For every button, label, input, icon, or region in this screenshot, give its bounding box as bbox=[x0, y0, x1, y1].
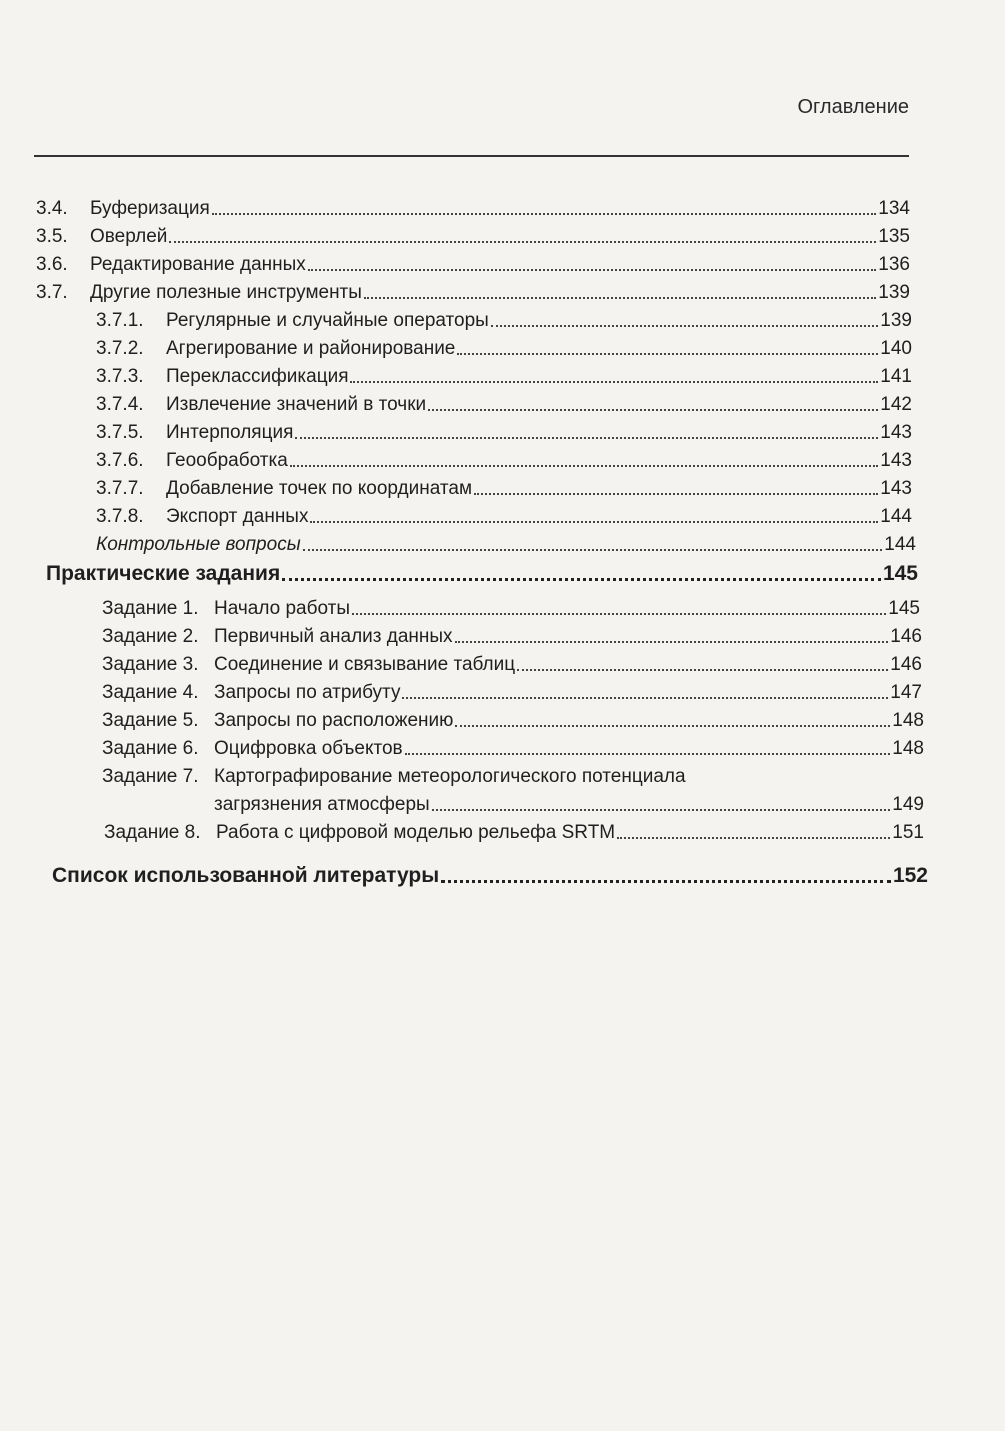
toc-number: 3.5. bbox=[36, 226, 68, 247]
toc-entry-3-7-4[interactable] bbox=[96, 394, 912, 416]
toc-entry-3-7-5[interactable] bbox=[96, 422, 912, 444]
toc-title: Запросы по расположению bbox=[214, 710, 454, 731]
toc-page: 135 bbox=[878, 226, 910, 247]
toc-title: Буферизация bbox=[90, 198, 210, 219]
toc-number: 3.7.7. bbox=[96, 478, 144, 499]
toc-title: Первичный анализ данных bbox=[214, 626, 453, 647]
leader-dots bbox=[455, 725, 890, 727]
toc-page: 145 bbox=[882, 562, 918, 585]
leader-dots bbox=[282, 578, 881, 581]
toc-entry-3-4[interactable] bbox=[36, 198, 910, 220]
toc-title: Картографирование метеорологического потенциала bbox=[214, 766, 686, 787]
toc-entry-task-5[interactable] bbox=[102, 710, 924, 732]
toc-page: 136 bbox=[878, 254, 910, 275]
toc-number: Задание 4. bbox=[102, 682, 199, 703]
toc-page: 143 bbox=[880, 450, 912, 471]
toc-entry-3-5[interactable] bbox=[36, 226, 910, 248]
toc-page: 144 bbox=[884, 534, 916, 555]
toc-number: Задание 7. bbox=[102, 766, 199, 787]
toc-entry-task-7[interactable] bbox=[102, 766, 924, 788]
toc-entry-3-7-8[interactable] bbox=[96, 506, 912, 528]
leader-dots bbox=[308, 269, 876, 271]
leader-dots bbox=[310, 521, 878, 523]
toc-number: 3.7.8. bbox=[96, 506, 144, 527]
toc-page: 146 bbox=[890, 654, 922, 675]
toc-title: Экспорт данных bbox=[166, 506, 309, 527]
toc-page: 148 bbox=[892, 710, 924, 731]
leader-dots bbox=[169, 241, 876, 243]
toc-page: 143 bbox=[880, 422, 912, 443]
toc-entry-task-3[interactable] bbox=[102, 654, 922, 676]
toc-entry-3-7[interactable] bbox=[36, 282, 910, 304]
toc-entry-3-6[interactable] bbox=[36, 254, 910, 276]
toc-title: Извлечение значений в точки bbox=[166, 394, 427, 415]
toc-number: Задание 1. bbox=[102, 598, 199, 619]
toc-number: 3.7. bbox=[36, 282, 68, 303]
toc-title: Список использованной литературы bbox=[52, 864, 440, 887]
toc-title: Контрольные вопросы bbox=[96, 534, 301, 555]
toc-number: 3.7.3. bbox=[96, 366, 144, 387]
toc-number: 3.6. bbox=[36, 254, 68, 275]
leader-dots bbox=[212, 213, 877, 215]
toc-title: Оцифровка объектов bbox=[214, 738, 403, 759]
header-rule bbox=[34, 155, 909, 157]
leader-dots bbox=[455, 641, 889, 643]
leader-dots bbox=[428, 409, 878, 411]
toc-entry-task-4[interactable] bbox=[102, 682, 922, 704]
leader-dots bbox=[290, 465, 879, 467]
toc-number: Задание 6. bbox=[102, 738, 199, 759]
leader-dots bbox=[617, 837, 890, 839]
toc-entry-task-6[interactable] bbox=[102, 738, 924, 760]
leader-dots bbox=[441, 880, 891, 883]
leader-dots bbox=[295, 437, 878, 439]
toc-number: Задание 3. bbox=[102, 654, 199, 675]
toc-title: Другие полезные инструменты bbox=[90, 282, 362, 303]
leader-dots bbox=[402, 697, 888, 699]
toc-number: 3.4. bbox=[36, 198, 68, 219]
toc-title: Оверлей bbox=[90, 226, 168, 247]
toc-entry-task-2[interactable] bbox=[102, 626, 922, 648]
toc-number: 3.7.6. bbox=[96, 450, 144, 471]
toc-title: Начало работы bbox=[214, 598, 351, 619]
toc-number: 3.7.2. bbox=[96, 338, 144, 359]
toc-title: Геообработка bbox=[166, 450, 288, 471]
running-header: Оглавление bbox=[797, 96, 909, 118]
leader-dots bbox=[517, 669, 888, 671]
toc-title: Агрегирование и районирование bbox=[166, 338, 456, 359]
toc-entry-task-8[interactable] bbox=[104, 822, 924, 844]
toc-number: Задание 8. bbox=[104, 822, 201, 843]
toc-title: Добавление точек по координатам bbox=[166, 478, 473, 499]
toc-page: 142 bbox=[880, 394, 912, 415]
toc-number: 3.7.4. bbox=[96, 394, 144, 415]
toc-page: 147 bbox=[890, 682, 922, 703]
toc-page: 144 bbox=[880, 506, 912, 527]
toc-page: 141 bbox=[880, 366, 912, 387]
toc-entry-3-7-1[interactable] bbox=[96, 310, 912, 332]
toc-title: Редактирование данных bbox=[90, 254, 306, 275]
toc-title-continuation: загрязнения атмосферы bbox=[214, 794, 430, 815]
toc-page: 148 bbox=[892, 738, 924, 759]
leader-dots bbox=[457, 353, 878, 355]
toc-entry-3-7-6[interactable] bbox=[96, 450, 912, 472]
leader-dots bbox=[491, 325, 878, 327]
leader-dots bbox=[352, 613, 886, 615]
toc-entry-task-7-cont[interactable] bbox=[214, 794, 924, 816]
toc-number: Задание 5. bbox=[102, 710, 199, 731]
toc-number: 3.7.5. bbox=[96, 422, 144, 443]
toc-page: 152 bbox=[892, 864, 928, 887]
toc-page: 145 bbox=[888, 598, 920, 619]
toc-entry-task-1[interactable] bbox=[102, 598, 920, 620]
toc-entry-3-7-2[interactable] bbox=[96, 338, 912, 360]
toc-title: Интерполяция bbox=[166, 422, 294, 443]
toc-number: Задание 2. bbox=[102, 626, 199, 647]
toc-page: 149 bbox=[892, 794, 924, 815]
leader-dots bbox=[405, 753, 891, 755]
leader-dots bbox=[350, 381, 878, 383]
leader-dots bbox=[432, 809, 891, 811]
toc-title: Запросы по атрибуту bbox=[214, 682, 401, 703]
toc-title: Практические задания bbox=[46, 562, 281, 585]
toc-title: Переклассификация bbox=[166, 366, 349, 387]
toc-number: 3.7.1. bbox=[96, 310, 144, 331]
toc-page: 134 bbox=[878, 198, 910, 219]
toc-entry-3-7-3[interactable] bbox=[96, 366, 912, 388]
toc-page: 139 bbox=[878, 282, 910, 303]
toc-entry-practical[interactable] bbox=[46, 562, 918, 586]
toc-entry-control-questions[interactable] bbox=[96, 534, 916, 556]
toc-title: Работа с цифровой моделью рельефа SRTM bbox=[216, 822, 616, 843]
leader-dots bbox=[364, 297, 876, 299]
toc-title: Регулярные и случайные операторы bbox=[166, 310, 489, 331]
toc-title: Соединение и связывание таблиц bbox=[214, 654, 516, 675]
toc-page: 139 bbox=[880, 310, 912, 331]
toc-entry-3-7-7[interactable] bbox=[96, 478, 912, 500]
toc-page: 140 bbox=[880, 338, 912, 359]
leader-dots bbox=[303, 549, 883, 551]
toc-page: 146 bbox=[890, 626, 922, 647]
toc-page: 151 bbox=[892, 822, 924, 843]
toc-page: 143 bbox=[880, 478, 912, 499]
leader-dots bbox=[474, 493, 878, 495]
toc-entry-references[interactable] bbox=[52, 864, 928, 888]
